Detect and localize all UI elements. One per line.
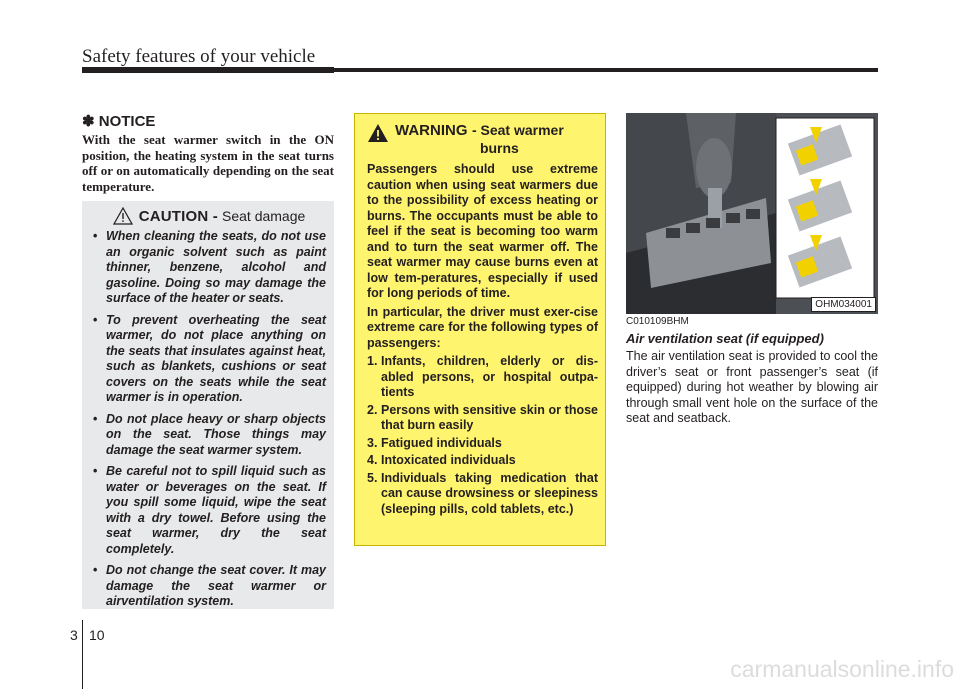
- caution-item: • Do not place heavy or sharp objects on the seat. Those things may damage the seat warmer system.: [92, 412, 326, 459]
- chapter-number: 3: [70, 627, 78, 643]
- caution-item: • Do not change the seat cover. It may damage the seat warmer or airventilation system.: [92, 563, 326, 610]
- caution-label: CAUTION -: [138, 207, 218, 225]
- list-text: Fatigued individuals: [381, 435, 502, 450]
- figure-label: OHM034001: [811, 297, 876, 312]
- list-text: Persons with sensitive skin or those that burn easily: [381, 402, 598, 432]
- warning-label: WARNING: [395, 122, 468, 139]
- list-text: Individuals taking medication that can cause drowsiness or sleepiness (sleeping pills, cold tablets, etc.): [381, 470, 598, 516]
- warning-list: [367, 354, 598, 517]
- caution-header: [92, 207, 326, 225]
- caution-list: [92, 229, 326, 610]
- warning-body: [367, 162, 598, 517]
- caution-subtitle: Seat damage: [222, 208, 306, 224]
- notice-text: With the seat warmer switch in the ON position, the heating system in the seat turns off or on automatically depending on the seat temperature.: [82, 132, 334, 194]
- warning-paragraph: Passengers should use extreme caution when using seat warmers due to the possibility of excess heating or burns. The occupants must be able to feel if the seat is becoming too warm and to turn the seat warmer off. The seat warmer may cause burns even at low tem-peratures, especially if used for long periods of time.: [367, 162, 598, 300]
- list-number: 2.: [367, 402, 378, 417]
- list-number: 4.: [367, 453, 378, 467]
- footer-divider: [82, 620, 83, 689]
- watermark: carmanualsonline.info: [730, 656, 954, 682]
- list-text: Infants, children, elderly or dis-abled persons, or hospital outpa-tients: [381, 354, 598, 399]
- page-header-title: Safety features of your vehicle: [82, 46, 316, 67]
- section-code: C010109BHM: [626, 316, 689, 327]
- caution-triangle-icon: [113, 207, 133, 225]
- warning-list-item: [367, 453, 598, 469]
- page-number: 10: [89, 627, 105, 643]
- list-number: 1.: [367, 354, 378, 368]
- warning-subtitle: - Seat warmer: [471, 122, 564, 138]
- notice-heading: ✽ NOTICE: [82, 113, 156, 130]
- caution-item: • Be careful not to spill liquid such as water or beverages on the seat. If you spill some liquid, wipe the seat with a dry towel. Before using the seat warmer, dry the seat completely.: [92, 464, 326, 557]
- warning-triangle-icon: [367, 123, 389, 143]
- warning-titles: [395, 122, 564, 156]
- warning-box: [354, 113, 606, 546]
- list-number: 5.: [367, 470, 378, 485]
- caution-item: • To prevent overheating the seat warmer, do not place anything on the seats that insulates against heat, such as blankets, cushions or seat covers on the seats while the seat warmer is in operation.: [92, 313, 326, 406]
- warning-list-item: [367, 354, 598, 401]
- section-title: Air ventilation seat (if equipped): [626, 331, 824, 346]
- console-illustration: [626, 113, 878, 314]
- warning-header: [367, 122, 598, 156]
- warning-subtitle-2: burns: [479, 140, 519, 156]
- warning-list-item: [367, 403, 598, 434]
- warning-paragraph: In particular, the driver must exer-cise extreme care for the following types of passengers:: [367, 304, 598, 350]
- caution-box: [82, 201, 334, 609]
- list-number: 3.: [367, 435, 378, 450]
- list-text: Intoxicated individuals: [381, 453, 516, 467]
- section-body: The air ventilation seat is provided to cool the driver’s seat or front passenger’s seat (if equipped) during hot weather by blowing air through small vent hole on the surface of the seat and seatback.: [626, 349, 878, 425]
- caution-item: • When cleaning the seats, do not use an organic solvent such as paint thinner, benzene, alcohol and gasoline. Doing so may damage the surface of the heater or seats.: [92, 229, 326, 307]
- warning-list-item: [367, 436, 598, 452]
- warning-list-item: [367, 471, 598, 518]
- seat-switch-photo: [626, 113, 878, 314]
- header-rule: [82, 68, 878, 72]
